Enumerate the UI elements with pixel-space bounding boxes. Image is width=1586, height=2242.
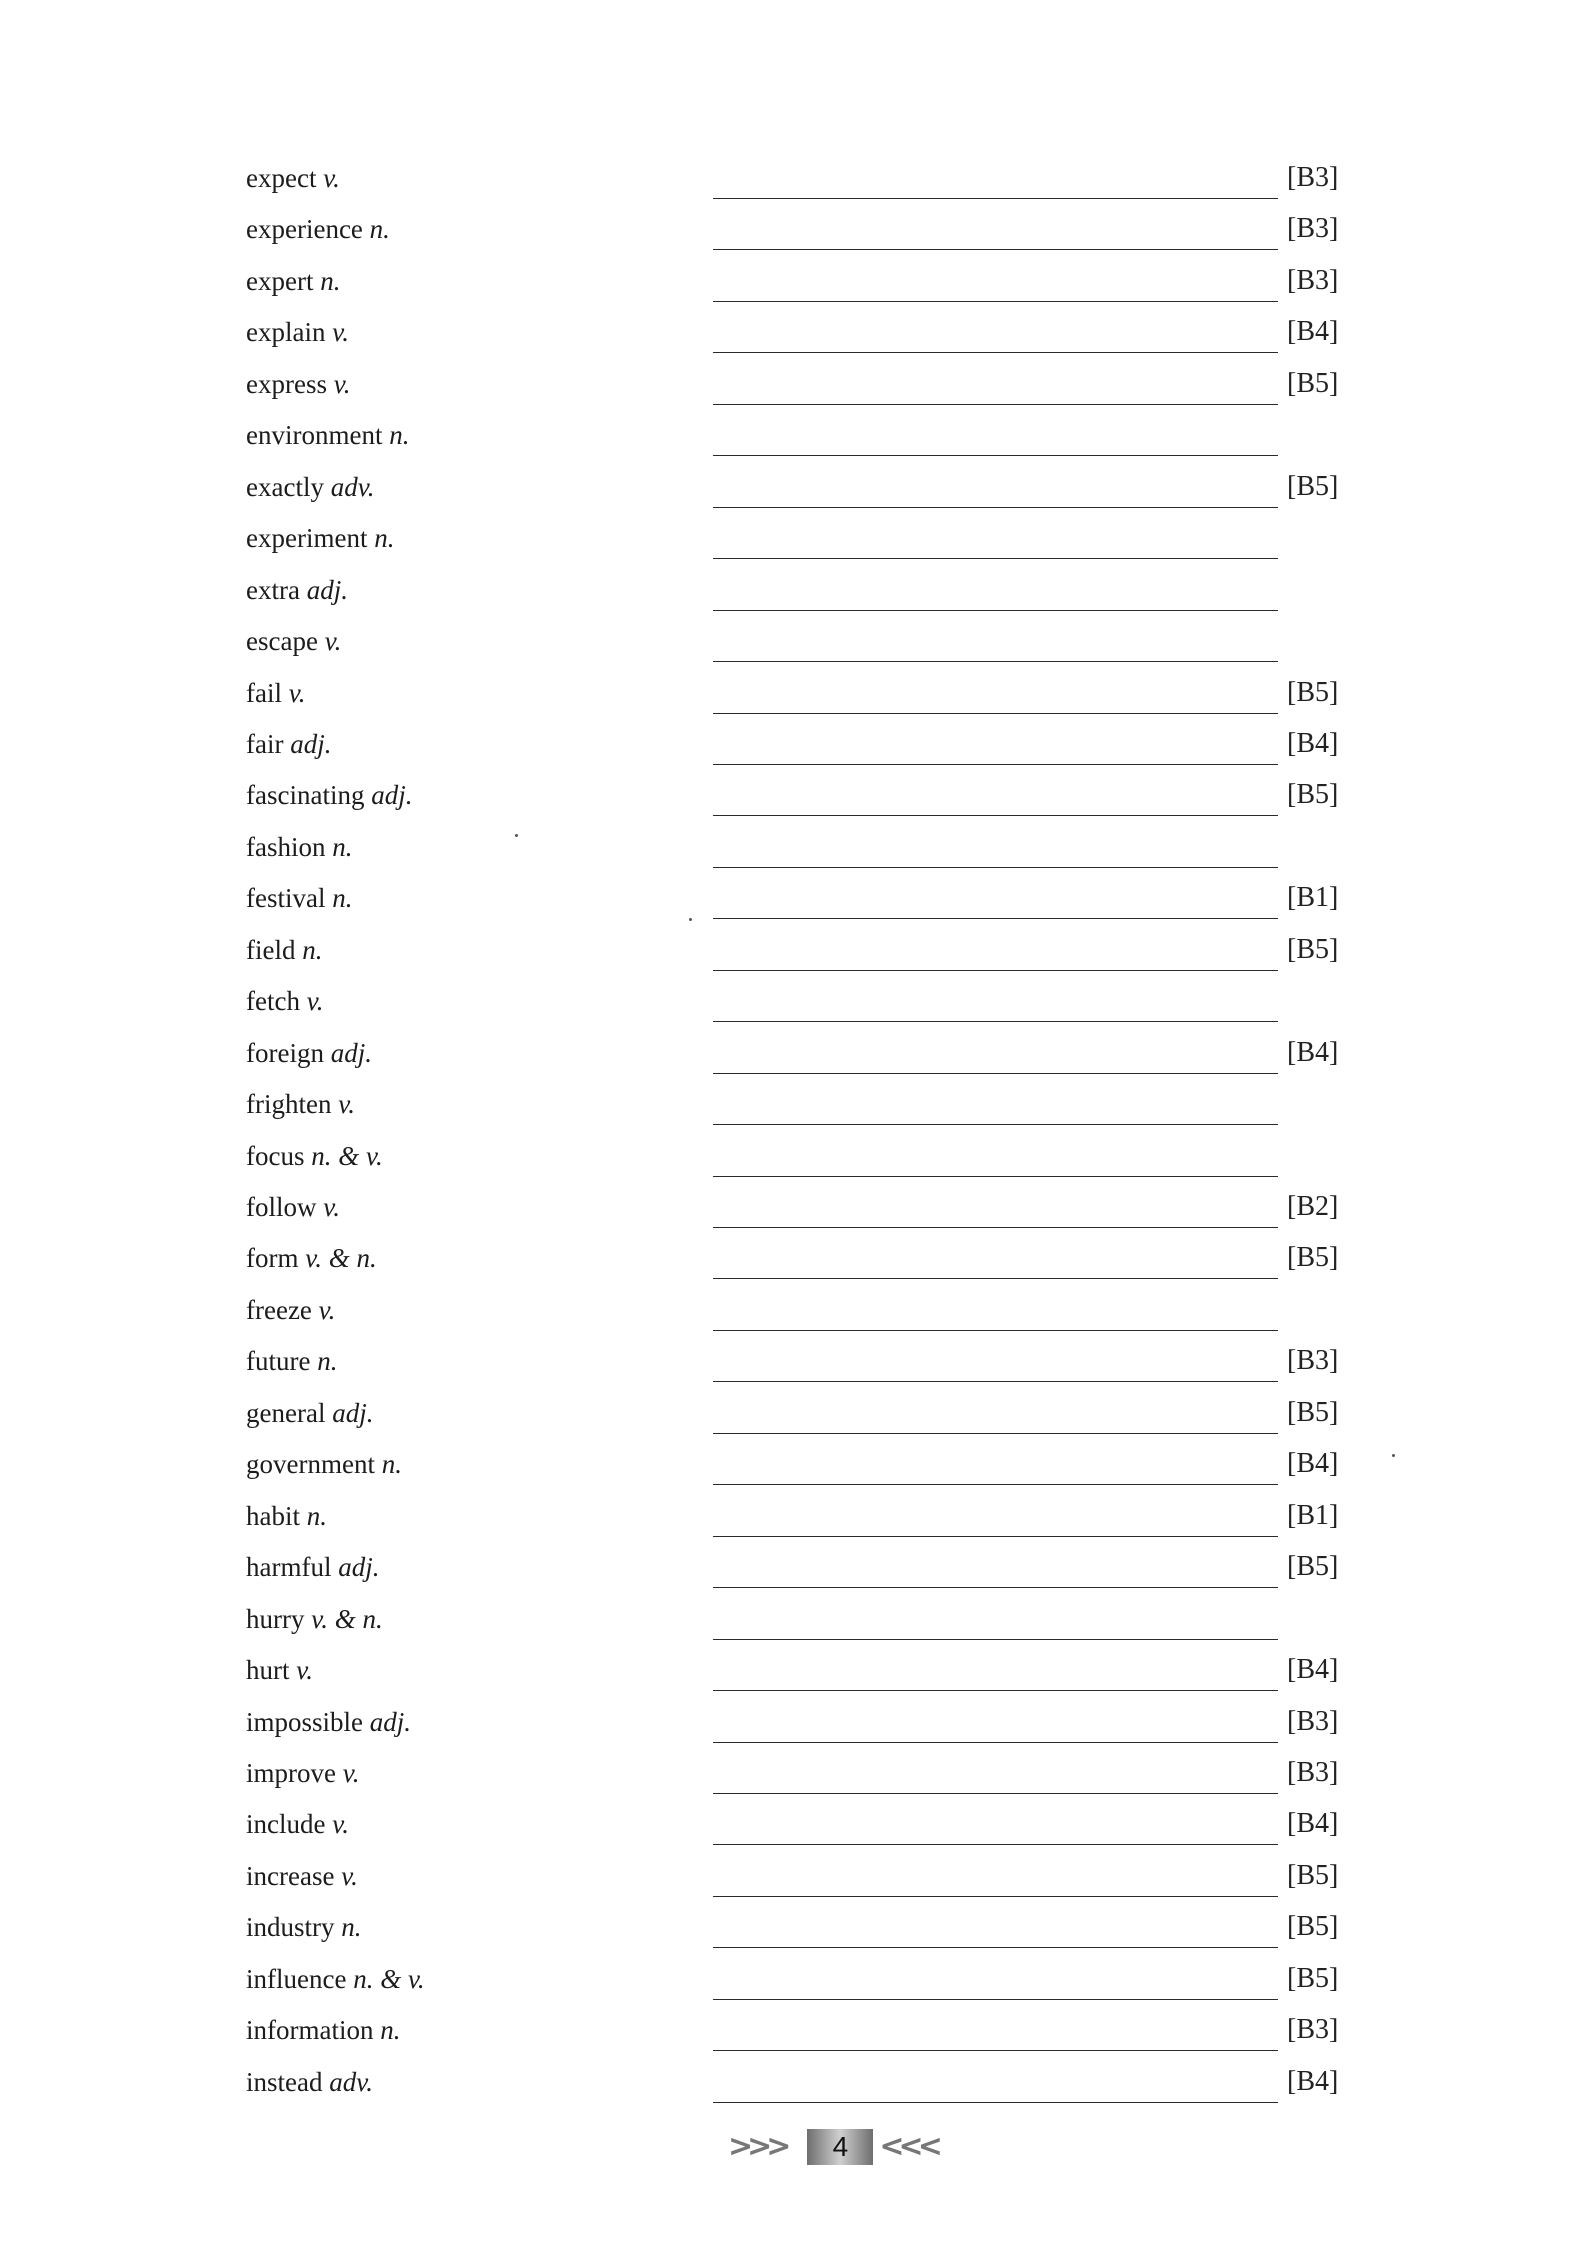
- vocab-word-text: fascinating: [246, 780, 365, 811]
- vocab-word-text: explain: [246, 317, 326, 348]
- part-of-speech: adv.: [329, 2066, 373, 2097]
- answer-blank-line[interactable]: [713, 713, 1278, 714]
- level-tag: [B5]: [1287, 1962, 1339, 1994]
- level-tag: [B3]: [1287, 1345, 1339, 1377]
- vocab-entry: [0, 1084, 1586, 1136]
- level-tag: [B5]: [1287, 470, 1339, 502]
- vocab-word: [246, 1033, 372, 1073]
- vocab-entry: [0, 415, 1586, 467]
- part-of-speech: v.: [323, 1192, 340, 1222]
- vocab-entry: [0, 981, 1586, 1033]
- answer-blank-line[interactable]: [713, 249, 1278, 250]
- vocab-word-text: focus: [246, 1140, 305, 1171]
- vocab-word: [246, 1702, 411, 1742]
- vocab-word: [246, 1393, 373, 1433]
- vocab-entry: [0, 467, 1586, 519]
- page-footer: [728, 2127, 937, 2167]
- vocab-word-text: form: [246, 1243, 299, 1274]
- vocab-word: [246, 673, 305, 713]
- part-of-speech: n.: [381, 1449, 402, 1480]
- vocab-word: [246, 2062, 373, 2102]
- answer-blank-line[interactable]: [713, 1587, 1278, 1588]
- vocab-entry: [0, 158, 1586, 210]
- vocab-word-text: information: [246, 2015, 374, 2046]
- vocab-word: [246, 1238, 377, 1278]
- answer-blank-line[interactable]: [713, 1124, 1278, 1125]
- vocab-word: [246, 1650, 313, 1690]
- answer-blank-line[interactable]: [713, 1947, 1278, 1948]
- vocab-word-text: experiment: [246, 523, 368, 554]
- answer-blank-line[interactable]: [713, 918, 1278, 919]
- vocab-word-text: future: [246, 1346, 311, 1377]
- vocab-word-text: general: [246, 1397, 326, 1428]
- vocab-word: [246, 1547, 380, 1587]
- answer-blank-line[interactable]: [713, 1536, 1278, 1537]
- part-of-speech: n.: [374, 523, 395, 554]
- level-tag: [B5]: [1287, 1396, 1339, 1428]
- vocab-entry: [0, 724, 1586, 776]
- part-of-speech: v.: [332, 1809, 349, 1840]
- level-tag: [B4]: [1287, 2065, 1339, 2097]
- scan-speck: [689, 918, 692, 921]
- vocab-entry: [0, 878, 1586, 930]
- part-of-speech: v.: [324, 626, 342, 657]
- vocab-word: [246, 1187, 340, 1227]
- part-of-speech: v.: [333, 368, 351, 399]
- vocab-word-text: frighten: [246, 1089, 332, 1120]
- vocab-word: [246, 724, 331, 764]
- answer-blank-line[interactable]: [713, 764, 1278, 765]
- answer-blank-line[interactable]: [713, 1176, 1278, 1177]
- part-of-speech: n.: [320, 265, 341, 296]
- vocab-word: [246, 621, 341, 661]
- level-tag: [B1]: [1287, 882, 1339, 914]
- vocab-entry: [0, 1496, 1586, 1548]
- part-of-speech: n.: [302, 934, 323, 965]
- vocab-word: [246, 930, 322, 970]
- vocab-word-text: instead: [246, 2066, 323, 2097]
- vocab-word: [246, 261, 340, 301]
- vocab-word: [246, 1136, 383, 1176]
- level-tag: [B3]: [1287, 213, 1339, 245]
- vocab-word: [246, 1290, 335, 1330]
- part-of-speech: v.: [296, 1655, 313, 1686]
- level-tag: [B4]: [1287, 1036, 1339, 1068]
- vocab-word: [246, 570, 348, 610]
- part-of-speech: n.: [341, 1912, 362, 1943]
- vocab-entry: [0, 1959, 1586, 2011]
- level-tag: [B5]: [1287, 933, 1339, 965]
- vocab-word-text: government: [246, 1449, 375, 1480]
- vocab-entry: [0, 1599, 1586, 1651]
- vocab-word-text: improve: [246, 1757, 336, 1788]
- part-of-speech: adj.: [290, 728, 332, 759]
- vocab-entry: [0, 312, 1586, 364]
- vocab-word: [246, 1084, 355, 1124]
- vocab-word-text: foreign: [246, 1037, 324, 1068]
- level-tag: [B3]: [1287, 162, 1339, 193]
- vocab-entry: [0, 1753, 1586, 1805]
- part-of-speech: v.: [338, 1089, 355, 1120]
- vocab-word: [246, 1907, 362, 1947]
- vocab-word-text: expect: [246, 163, 317, 193]
- vocab-word-text: fail: [246, 677, 282, 708]
- vocab-entry: [0, 1187, 1586, 1239]
- part-of-speech: v.: [341, 1860, 358, 1891]
- vocab-word-text: escape: [246, 626, 318, 657]
- answer-blank-line[interactable]: [713, 1896, 1278, 1897]
- vocab-entry: [0, 261, 1586, 313]
- vocab-word-text: exactly: [246, 471, 324, 502]
- vocab-entry: [0, 570, 1586, 622]
- vocab-entry: [0, 1238, 1586, 1290]
- page-number: 4: [807, 2129, 873, 2165]
- vocab-entry: [0, 1547, 1586, 1599]
- vocab-word-text: industry: [246, 1912, 335, 1943]
- vocab-word-text: extra: [246, 574, 300, 605]
- answer-blank-line[interactable]: [713, 2050, 1278, 2051]
- part-of-speech: n. & v.: [311, 1140, 383, 1171]
- answer-blank-line[interactable]: [713, 198, 1278, 199]
- vocab-word: [246, 1341, 337, 1381]
- part-of-speech: n. & v.: [353, 1963, 425, 1994]
- answer-blank-line[interactable]: [713, 1433, 1278, 1434]
- vocab-word: [246, 415, 409, 455]
- vocab-word: [246, 2010, 400, 2050]
- level-tag: [B5]: [1287, 1242, 1339, 1274]
- vocab-entry: [0, 827, 1586, 879]
- answer-blank-line[interactable]: [713, 558, 1278, 559]
- vocab-word: [246, 1444, 402, 1484]
- scan-speck: [1392, 1454, 1395, 1457]
- vocab-word-text: fair: [246, 728, 284, 759]
- vocab-word-text: increase: [246, 1860, 335, 1891]
- vocab-word-text: experience: [246, 214, 363, 245]
- vocab-entry: [0, 209, 1586, 261]
- vocab-entry: [0, 1907, 1586, 1959]
- vocab-entry: [0, 1393, 1586, 1445]
- vocab-word-text: impossible: [246, 1706, 364, 1737]
- level-tag: [B3]: [1287, 2014, 1339, 2046]
- vocab-word: [246, 827, 352, 867]
- vocab-word-text: include: [246, 1809, 326, 1840]
- vocab-word-text: freeze: [246, 1294, 312, 1325]
- vocab-word: [246, 878, 352, 918]
- vocab-word: [246, 981, 323, 1021]
- vocab-word-text: influence: [246, 1963, 347, 1994]
- vocab-entry: [0, 621, 1586, 673]
- vocab-entry: [0, 1650, 1586, 1702]
- level-tag: [B3]: [1287, 1756, 1339, 1788]
- vocab-word-text: hurt: [246, 1655, 290, 1686]
- answer-blank-line[interactable]: [713, 610, 1278, 611]
- vocab-word-text: harmful: [246, 1552, 332, 1583]
- chevrons-left-decoration: <<<: [879, 2129, 937, 2164]
- level-tag: [B4]: [1287, 1808, 1339, 1840]
- vocab-entry: [0, 364, 1586, 416]
- answer-blank-line[interactable]: [713, 1227, 1278, 1228]
- vocab-word-text: environment: [246, 420, 383, 451]
- vocab-word: [246, 312, 349, 352]
- part-of-speech: v.: [318, 1294, 336, 1325]
- part-of-speech: adj.: [371, 780, 413, 811]
- part-of-speech: adj.: [330, 1037, 372, 1068]
- scan-speck: [515, 834, 518, 837]
- vocab-entry: [0, 1136, 1586, 1188]
- vocab-word: [246, 364, 350, 404]
- vocab-entry: [0, 2010, 1586, 2062]
- vocab-word-text: hurry: [246, 1603, 305, 1634]
- part-of-speech: n.: [380, 2015, 401, 2046]
- level-tag: [B3]: [1287, 1705, 1339, 1737]
- answer-blank-line[interactable]: [713, 1793, 1278, 1794]
- answer-blank-line[interactable]: [713, 1639, 1278, 1640]
- vocab-word: [246, 1753, 359, 1793]
- vocab-entry: [0, 2062, 1586, 2114]
- vocab-entry: [0, 673, 1586, 725]
- answer-blank-line[interactable]: [713, 1021, 1278, 1022]
- part-of-speech: adj.: [338, 1552, 380, 1583]
- part-of-speech: adj.: [306, 574, 348, 605]
- part-of-speech: adv.: [330, 471, 375, 502]
- answer-blank-line[interactable]: [713, 1278, 1278, 1279]
- vocab-word-text: follow: [246, 1192, 317, 1222]
- part-of-speech: v.: [288, 677, 306, 708]
- answer-blank-line[interactable]: [713, 1690, 1278, 1691]
- vocab-word: [246, 1599, 383, 1639]
- part-of-speech: n.: [389, 420, 410, 451]
- answer-blank-line[interactable]: [713, 404, 1278, 405]
- vocab-entry: [0, 518, 1586, 570]
- part-of-speech: v.: [323, 163, 340, 193]
- vocab-entry: [0, 1341, 1586, 1393]
- answer-blank-line[interactable]: [713, 352, 1278, 353]
- vocab-word-text: expert: [246, 265, 314, 296]
- level-tag: [B4]: [1287, 1448, 1339, 1480]
- vocab-entry: [0, 930, 1586, 982]
- vocab-word: [246, 518, 394, 558]
- part-of-speech: n.: [332, 831, 353, 862]
- answer-blank-line[interactable]: [713, 1484, 1278, 1485]
- vocab-word-text: festival: [246, 883, 326, 914]
- vocab-word-text: express: [246, 368, 327, 399]
- answer-blank-line[interactable]: [713, 815, 1278, 816]
- vocab-word: [246, 209, 390, 249]
- answer-blank-line[interactable]: [713, 1742, 1278, 1743]
- level-tag: [B3]: [1287, 264, 1339, 296]
- answer-blank-line[interactable]: [713, 1999, 1278, 2000]
- part-of-speech: n.: [369, 214, 390, 245]
- answer-blank-line[interactable]: [713, 1381, 1278, 1382]
- level-tag: [B2]: [1287, 1191, 1339, 1222]
- answer-blank-line[interactable]: [713, 455, 1278, 456]
- vocab-entry: [0, 1444, 1586, 1496]
- vocab-entry: [0, 775, 1586, 827]
- vocab-entry: [0, 1804, 1586, 1856]
- level-tag: [B5]: [1287, 779, 1339, 811]
- vocab-word-text: habit: [246, 1500, 300, 1531]
- part-of-speech: n.: [306, 1500, 327, 1531]
- part-of-speech: n.: [317, 1346, 338, 1377]
- part-of-speech: v. & n.: [311, 1603, 383, 1634]
- answer-blank-line[interactable]: [713, 661, 1278, 662]
- answer-blank-line[interactable]: [713, 507, 1278, 508]
- level-tag: [B5]: [1287, 1911, 1339, 1943]
- part-of-speech: v. & n.: [305, 1243, 377, 1274]
- chevrons-right-decoration: >>>: [728, 2129, 786, 2164]
- part-of-speech: v.: [342, 1757, 360, 1788]
- part-of-speech: v.: [332, 317, 349, 348]
- part-of-speech: adj.: [369, 1706, 412, 1737]
- vocab-word-text: fashion: [246, 831, 326, 862]
- level-tag: [B5]: [1287, 1551, 1339, 1583]
- vocab-entry: [0, 1702, 1586, 1754]
- vocab-word: [246, 158, 340, 198]
- vocab-entry: [0, 1033, 1586, 1085]
- vocab-word: [246, 467, 374, 507]
- part-of-speech: n.: [332, 883, 353, 914]
- level-tag: [B4]: [1287, 727, 1339, 759]
- answer-blank-line[interactable]: [713, 1073, 1278, 1074]
- level-tag: [B5]: [1287, 676, 1339, 708]
- part-of-speech: v.: [306, 986, 324, 1017]
- vocab-word-text: field: [246, 934, 296, 965]
- level-tag: [B4]: [1287, 316, 1339, 348]
- answer-blank-line[interactable]: [713, 2102, 1278, 2103]
- answer-blank-line[interactable]: [713, 867, 1278, 868]
- level-tag: [B4]: [1287, 1654, 1339, 1686]
- vocab-word: [246, 1856, 358, 1896]
- answer-blank-line[interactable]: [713, 301, 1278, 302]
- level-tag: [B5]: [1287, 367, 1339, 399]
- vocab-word-text: fetch: [246, 986, 300, 1017]
- vocab-entry: [0, 1290, 1586, 1342]
- level-tag: [B5]: [1287, 1859, 1339, 1891]
- answer-blank-line[interactable]: [713, 1330, 1278, 1331]
- vocab-word: [246, 1959, 425, 1999]
- answer-blank-line[interactable]: [713, 1844, 1278, 1845]
- vocab-word: [246, 1496, 327, 1536]
- vocab-word: [246, 775, 412, 815]
- level-tag: [B1]: [1287, 1499, 1339, 1531]
- part-of-speech: adj.: [332, 1397, 374, 1428]
- vocab-entry: [0, 1856, 1586, 1908]
- vocab-word: [246, 1804, 349, 1844]
- answer-blank-line[interactable]: [713, 970, 1278, 971]
